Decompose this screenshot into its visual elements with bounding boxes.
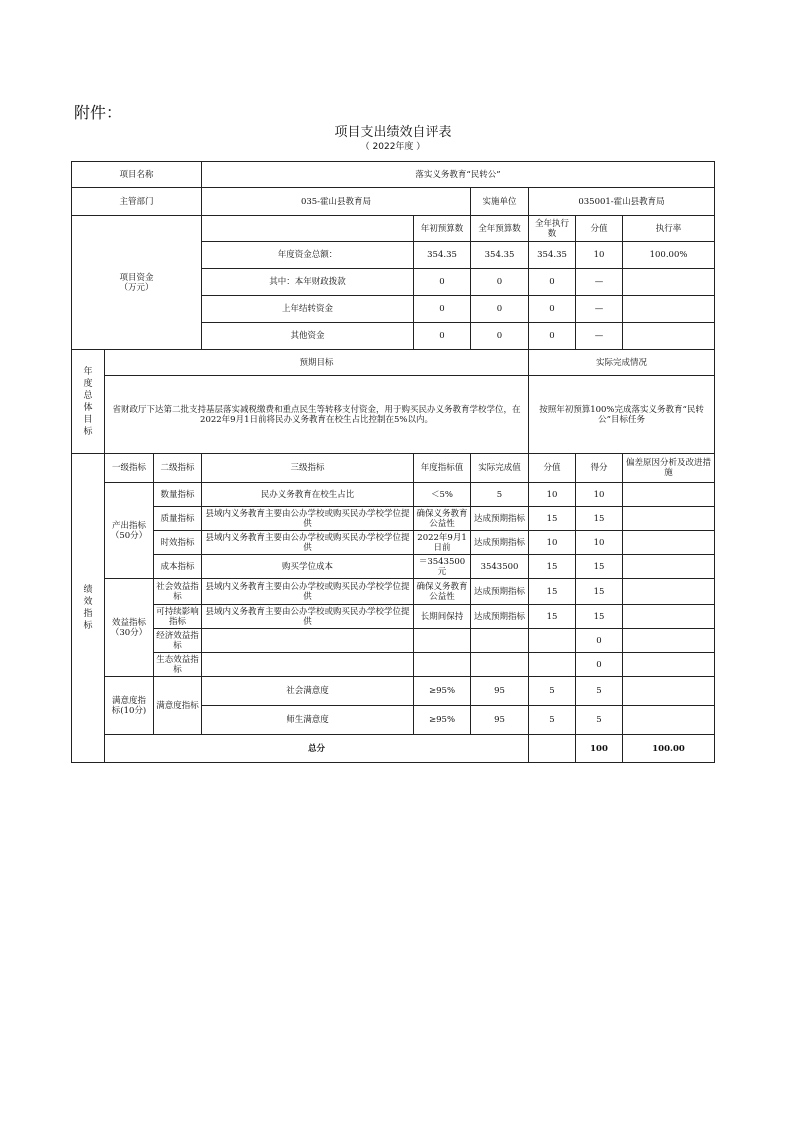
perf-header: 二级指标 — [154, 454, 202, 483]
funds-cell: 0 — [529, 269, 576, 296]
indicator-actual: 95 — [471, 677, 529, 706]
funds-cell: 354.35 — [529, 242, 576, 269]
funds-cell: 0 — [471, 269, 529, 296]
indicator-score: 15 — [529, 507, 576, 531]
indicator-l2: 数量指标 — [154, 483, 202, 507]
impl-unit-label: 实施单位 — [471, 188, 529, 216]
goal-label: 年度总体目标 — [72, 350, 105, 454]
indicator-l3: 县域内义务教育主要由公办学校或购买民办学校学位提供 — [202, 531, 414, 555]
indicator-deviation — [623, 555, 715, 579]
expected-goal-header: 预期目标 — [105, 350, 529, 376]
indicator-score: 10 — [529, 531, 576, 555]
dept-label: 主管部门 — [72, 188, 202, 216]
indicator-deviation — [623, 677, 715, 706]
indicator-l2: 经济效益指标 — [154, 629, 202, 653]
indicator-target: ＜5% — [414, 483, 471, 507]
funds-cell: — — [576, 323, 623, 350]
perf-header: 得分 — [576, 454, 623, 483]
funds-row-label: 其他资金 — [202, 323, 414, 350]
page-title: 项目支出绩效自评表 — [334, 125, 452, 140]
indicator-got: 15 — [576, 507, 623, 531]
perf-header: 一级指标 — [105, 454, 154, 483]
total-score: 100 — [576, 735, 623, 763]
indicator-score — [529, 629, 576, 653]
indicator-actual: 达成预期指标 — [471, 531, 529, 555]
indicator-target: 长期间保持 — [414, 605, 471, 629]
indicator-deviation — [623, 507, 715, 531]
perf-header: 年度指标值 — [414, 454, 471, 483]
indicator-deviation — [623, 653, 715, 677]
indicator-l2: 时效指标 — [154, 531, 202, 555]
indicator-l3: 县域内义务教育主要由公办学校或购买民办学校学位提供 — [202, 605, 414, 629]
indicator-got: 15 — [576, 579, 623, 605]
indicator-l3: 师生满意度 — [202, 706, 414, 735]
funds-cell: 0 — [529, 296, 576, 323]
indicator-deviation — [623, 605, 715, 629]
funds-col-header: 全年预算数 — [471, 216, 529, 242]
indicator-l3: 购买学位成本 — [202, 555, 414, 579]
group-output: 产出指标 （50分） — [105, 483, 154, 579]
perf-header: 偏差原因分析及改进措施 — [623, 454, 715, 483]
indicator-l2: 成本指标 — [154, 555, 202, 579]
indicator-score: 15 — [529, 605, 576, 629]
funds-row-label: 年度资金总额： — [202, 242, 414, 269]
indicator-l3: 民办义务教育在校生占比 — [202, 483, 414, 507]
funds-cell: — — [576, 269, 623, 296]
funds-cell: 354.35 — [471, 242, 529, 269]
indicator-actual — [471, 653, 529, 677]
indicator-l3 — [202, 629, 414, 653]
funds-col-header: 年初预算数 — [414, 216, 471, 242]
funds-cell: 0 — [471, 296, 529, 323]
indicator-l2: 可持续影响指标 — [154, 605, 202, 629]
perf-label: 绩效指标 — [72, 454, 105, 763]
actual-completion-header: 实际完成情况 — [529, 350, 715, 376]
indicator-deviation — [623, 579, 715, 605]
indicator-got: 5 — [576, 706, 623, 735]
expected-goal-text: 省财政厅下达第二批支持基层落实减税缴费和重点民生等转移支付资金，用于购买民办义务教育学校学位，在2022年9月1日前将民办义务教育在校生占比控制在5%以内。 — [105, 376, 529, 454]
funds-row-label: 其中：本年财政拨款 — [202, 269, 414, 296]
indicator-target — [414, 629, 471, 653]
indicator-actual: 达成预期指标 — [471, 507, 529, 531]
indicator-score: 10 — [529, 483, 576, 507]
funds-cell: 100.00% — [623, 242, 715, 269]
indicator-actual: 3543500 — [471, 555, 529, 579]
indicator-actual: 5 — [471, 483, 529, 507]
actual-completion-text: 按照年初预算100%完成落实义务教育“民转公”目标任务 — [529, 376, 715, 454]
indicator-target: ≥95% — [414, 677, 471, 706]
funds-cell: 0 — [529, 323, 576, 350]
funds-cell: 354.35 — [414, 242, 471, 269]
funds-cell — [623, 296, 715, 323]
indicator-actual: 达成预期指标 — [471, 605, 529, 629]
indicator-deviation — [623, 629, 715, 653]
attachment-label: 附件： — [74, 103, 123, 122]
indicator-target — [414, 653, 471, 677]
indicator-score: 5 — [529, 706, 576, 735]
dept-value: 035-霍山县教育局 — [202, 188, 471, 216]
project-name-label: 项目名称 — [72, 162, 202, 188]
funds-blank — [202, 216, 414, 242]
funds-col-header: 执行率 — [623, 216, 715, 242]
funds-cell: 0 — [414, 323, 471, 350]
funds-label: 项目资金 （万元） — [72, 216, 202, 350]
group-benefit: 效益指标 （30分） — [105, 579, 154, 677]
indicator-actual: 95 — [471, 706, 529, 735]
funds-cell — [623, 323, 715, 350]
indicator-score — [529, 653, 576, 677]
group-satisfaction: 满意度指 标(10分) — [105, 677, 154, 735]
total-label: 总分 — [105, 735, 529, 763]
indicator-got: 10 — [576, 483, 623, 507]
funds-row-label: 上年结转资金 — [202, 296, 414, 323]
indicator-got: 15 — [576, 605, 623, 629]
funds-cell: 10 — [576, 242, 623, 269]
perf-header: 三级指标 — [202, 454, 414, 483]
perf-header: 分值 — [529, 454, 576, 483]
funds-col-header: 全年执行数 — [529, 216, 576, 242]
indicator-target: 2022年9月1日前 — [414, 531, 471, 555]
indicator-l3: 县域内义务教育主要由公办学校或购买民办学校学位提供 — [202, 507, 414, 531]
indicator-deviation — [623, 706, 715, 735]
perf-header: 实际完成值 — [471, 454, 529, 483]
funds-cell: 0 — [471, 323, 529, 350]
project-name: 落实义务教育“民转公” — [202, 162, 715, 188]
indicator-actual — [471, 629, 529, 653]
indicator-deviation — [623, 531, 715, 555]
indicator-l2: 社会效益指标 — [154, 579, 202, 605]
year-label: （ 2022年度 ） — [360, 142, 426, 152]
indicator-l3: 社会满意度 — [202, 677, 414, 706]
funds-cell: — — [576, 296, 623, 323]
total-got: 100.00 — [623, 735, 715, 763]
indicator-l2: 质量指标 — [154, 507, 202, 531]
indicator-deviation — [623, 483, 715, 507]
indicator-score: 15 — [529, 579, 576, 605]
impl-unit-value: 035001-霍山县教育局 — [529, 188, 715, 216]
indicator-target: 确保义务教育公益性 — [414, 579, 471, 605]
indicator-got: 5 — [576, 677, 623, 706]
indicator-got: 15 — [576, 555, 623, 579]
indicator-l3 — [202, 653, 414, 677]
evaluation-table — [71, 161, 715, 763]
funds-col-header: 分值 — [576, 216, 623, 242]
indicator-actual: 达成预期指标 — [471, 579, 529, 605]
indicator-score: 15 — [529, 555, 576, 579]
indicator-target: ＝3543500元 — [414, 555, 471, 579]
indicator-l2: 生态效益指标 — [154, 653, 202, 677]
indicator-score: 5 — [529, 677, 576, 706]
funds-cell: 0 — [414, 269, 471, 296]
indicator-got: 10 — [576, 531, 623, 555]
indicator-target: ≥95% — [414, 706, 471, 735]
funds-cell: 0 — [414, 296, 471, 323]
indicator-l3: 县域内义务教育主要由公办学校或购买民办学校学位提供 — [202, 579, 414, 605]
funds-cell — [623, 269, 715, 296]
indicator-got: 0 — [576, 629, 623, 653]
indicator-got: 0 — [576, 653, 623, 677]
indicator-l2: 满意度指标 — [154, 677, 202, 735]
total-blank — [529, 735, 576, 763]
indicator-target: 确保义务教育公益性 — [414, 507, 471, 531]
